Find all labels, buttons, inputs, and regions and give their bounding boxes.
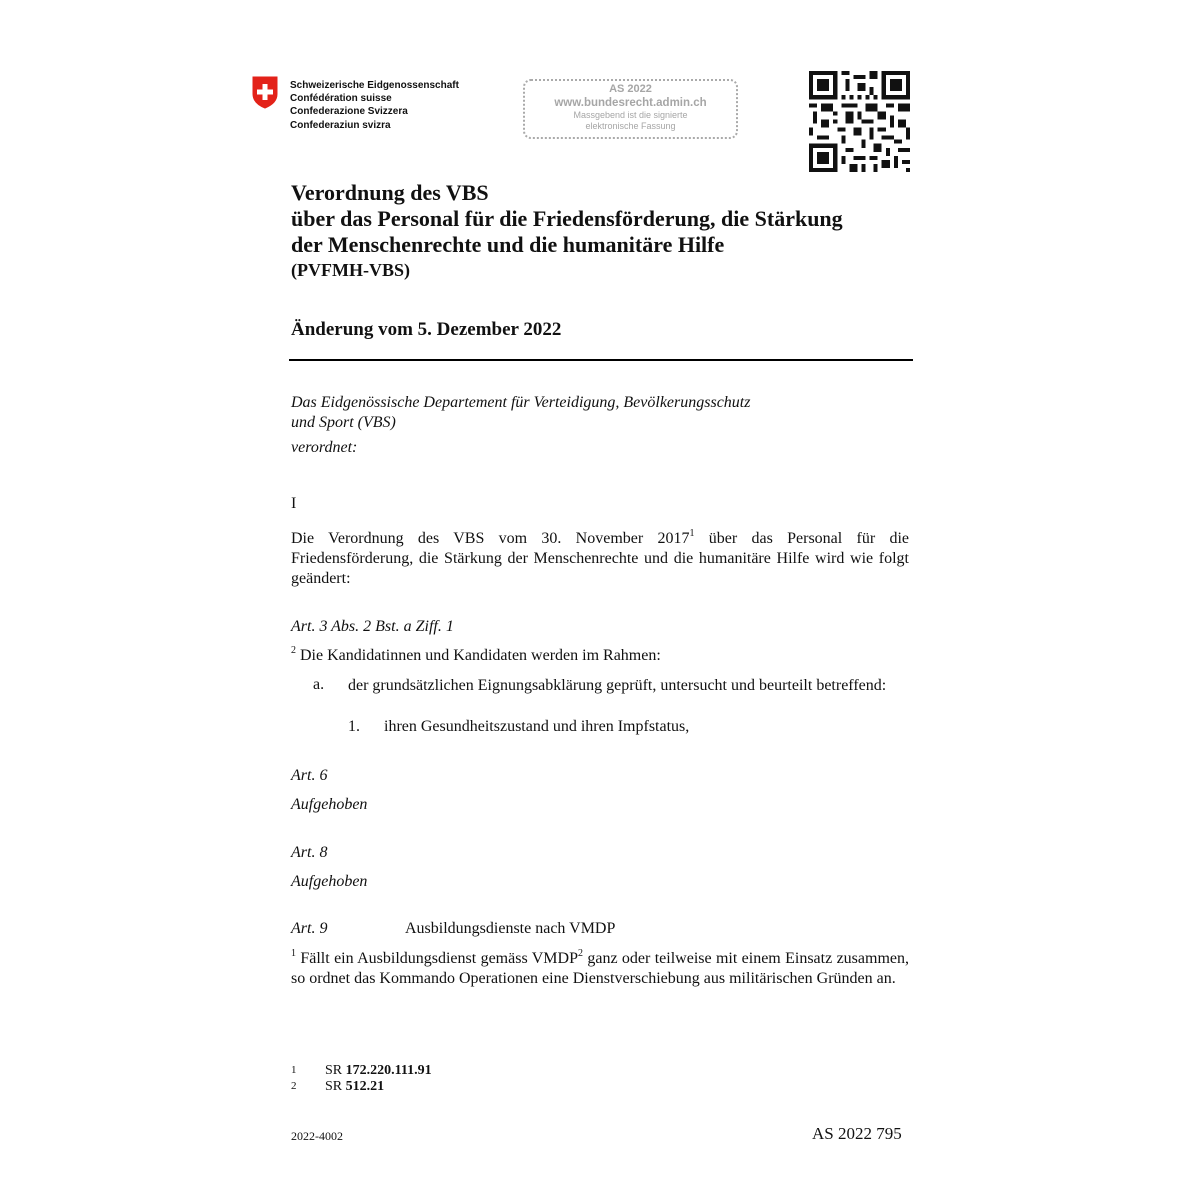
art8-heading: Art. 8 — [291, 844, 328, 861]
art8-repealed: Aufgehoben — [291, 873, 368, 890]
footnote-ref-2[interactable]: 2 — [578, 947, 583, 959]
item-1-text: ihren Gesundheitszustand und ihren Impfstatus, — [384, 718, 690, 735]
item-a-label: a. — [313, 676, 325, 693]
title-divider — [289, 359, 913, 361]
stamp-url: www.bundesrecht.admin.ch — [554, 97, 707, 109]
footnote-1-number: 1 — [291, 1064, 297, 1076]
footnote-2-ref[interactable]: 512.21 — [345, 1079, 385, 1094]
document-code: 2022-4002 — [291, 1129, 343, 1143]
ordinance-abbreviation: (PVFMH-VBS) — [291, 260, 410, 280]
stamp-note-1: Massgebend ist die signierte — [573, 110, 688, 120]
footnote-1-prefix: SR — [325, 1063, 346, 1078]
official-collection-reference: AS 2022 795 — [812, 1124, 902, 1143]
publication-stamp — [523, 79, 738, 139]
confederation-names — [290, 79, 459, 132]
art9-heading: Art. 9 — [291, 920, 328, 937]
item-a-text: der grundsätzlichen Eignungsabklärung geprüft, untersucht und beurteilt betreffend: — [348, 677, 887, 694]
art9-title: Ausbildungsdienste nach VMDP — [405, 920, 616, 937]
footnote-2-prefix: SR — [325, 1079, 346, 1094]
preamble-verordnet: verordnet: — [291, 439, 358, 456]
title-line-3: der Menschenrechte und die humanitäre Hilfe — [291, 232, 725, 257]
swiss-coat-of-arms-icon — [252, 76, 278, 109]
preamble — [291, 393, 750, 433]
ordinance-title — [291, 180, 843, 258]
art9-para-number: 1 — [291, 947, 296, 959]
art9-paragraph — [291, 949, 909, 989]
art9-text-start: Fällt ein Ausbildungsdienst gemäss VMDP — [296, 950, 578, 967]
footnote-2-text — [325, 1079, 384, 1095]
footnote-1-ref[interactable]: 172.220.111.91 — [345, 1063, 432, 1078]
footnote-2-number: 2 — [291, 1080, 297, 1092]
art9-text-end: ganz oder teilweise mit einem Einsatz zusammen, so ordnet das Kommando Operationen eine Dienstverschiebung aus militärischen Gründen an. — [291, 950, 909, 987]
intro-text-start: Die Verordnung des VBS vom 30. November 2017 — [291, 530, 690, 547]
preamble-line-2: und Sport (VBS) — [291, 414, 396, 431]
confederation-line-de: Schweizerische Eidgenossenschaft — [290, 80, 459, 91]
qr-code-icon — [809, 71, 910, 172]
art3-paragraph — [291, 644, 661, 665]
footnote-ref-1[interactable]: 1 — [689, 527, 695, 539]
title-line-2: über das Personal für die Friedensförderung, die Stärkung — [291, 206, 843, 231]
stamp-as-number: AS 2022 — [609, 83, 652, 95]
footnote-1-text — [325, 1063, 432, 1079]
confederation-line-fr: Confédération suisse — [290, 93, 392, 105]
art6-repealed: Aufgehoben — [291, 796, 368, 813]
art3-para-text: Die Kandidatinnen und Kandidaten werden im Rahmen: — [296, 647, 661, 664]
intro-text-end: über das Personal für die Friedensförderung, die Stärkung der Menschenrechte und die humanitäre Hilfe wird wie folgt geändert: — [291, 530, 909, 587]
amendment-date: Änderung vom 5. Dezember 2022 — [291, 319, 562, 340]
art3-para-number: 2 — [291, 644, 296, 656]
title-line-1: Verordnung des VBS — [291, 180, 489, 205]
confederation-line-rm: Confederaziun svizra — [290, 119, 391, 131]
item-1-label: 1. — [348, 718, 360, 735]
art3-heading: Art. 3 Abs. 2 Bst. a Ziff. 1 — [291, 618, 454, 635]
art6-heading: Art. 6 — [291, 767, 328, 784]
intro-paragraph — [291, 529, 909, 589]
preamble-line-1: Das Eidgenössische Departement für Verteidigung, Bevölkerungsschutz — [291, 394, 751, 411]
stamp-note-2: elektronische Fassung — [585, 121, 676, 131]
confederation-line-it: Confederazione Svizzera — [290, 106, 408, 118]
section-number: I — [291, 495, 297, 512]
